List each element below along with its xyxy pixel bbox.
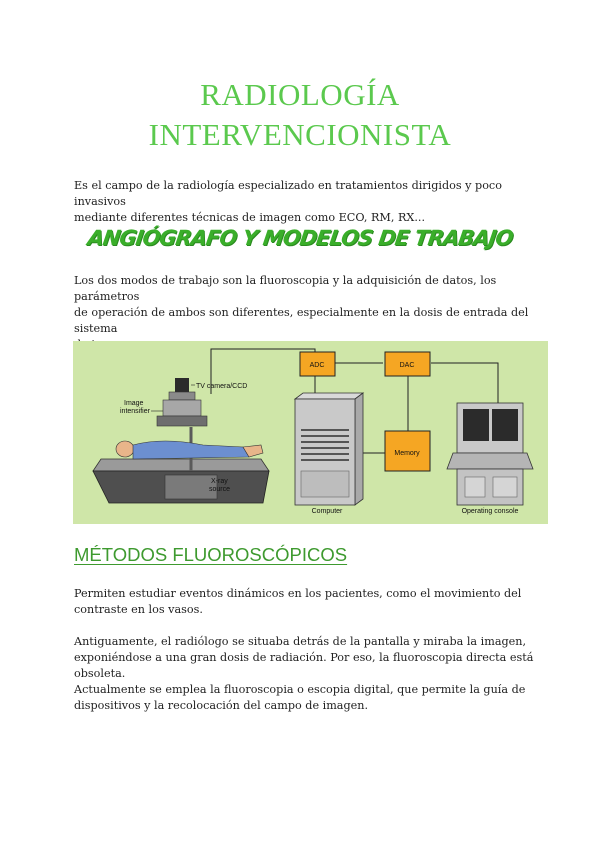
paragraph-line: Los dos modos de trabajo son la fluoroscopia y la adquisición de datos, los parámetros [74, 274, 497, 303]
section-heading-metodos: MÉTODOS FLUOROSCÓPICOS [74, 544, 348, 565]
paragraph-line: Actualmente se emplea la fluoroscopia o escopia digital, que permite la guía de [74, 683, 526, 696]
page-title-line1: RADIOLOGÍA [200, 77, 400, 112]
intro-paragraph [74, 178, 534, 226]
adc-label: ADC [309, 362, 325, 369]
memory-label: Memory [394, 450, 420, 457]
paragraph-line: de operación de ambos son diferentes, especialmente en la dosis de entrada del sistema [74, 306, 529, 335]
xray-label-2: source [209, 486, 231, 493]
section-heading-angiografo: ANGIÓGRAFO Y MODELOS DE TRABAJO [86, 226, 514, 250]
section2-paragraph-1 [74, 586, 534, 618]
paragraph-line: dispositivos y la recolocación del campo de imagen. [74, 699, 369, 712]
dac-label: DAC [399, 362, 415, 369]
angiograph-diagram [73, 341, 548, 524]
computer-cabinet [295, 393, 363, 505]
paragraph-line: exponiéndose a una gran dosis de radiación. Por eso, la fluoroscopia directa está [74, 651, 534, 664]
intro-line: Es el campo de la radiología especializado en tratamientos dirigidos y poco invasivos [74, 179, 502, 208]
intro-line: mediante diferentes técnicas de imagen como ECO, RM, RX... [74, 211, 426, 224]
paragraph-line: obsoleta. [74, 667, 126, 680]
paragraph-line: contraste en los vasos. [74, 603, 203, 616]
paragraph-line: Antiguamente, el radiólogo se situaba detrás de la pantalla y miraba la imagen, [74, 635, 527, 648]
page-title-line2: INTERVENCIONISTA [148, 117, 452, 152]
computer-label: Computer [311, 508, 343, 515]
image-intensifier-label-2: intensifier [120, 408, 150, 415]
console-label: Operating console [461, 508, 519, 515]
operating-console [447, 403, 533, 505]
paragraph-line: Permiten estudiar eventos dinámicos en los pacientes, como el movimiento del [74, 587, 522, 600]
image-intensifier-label-1: Image [124, 400, 144, 407]
xray-label-1: X-ray [211, 478, 228, 485]
section2-paragraph-2 [74, 634, 534, 714]
tv-camera-label: TV camera/CCD [196, 383, 248, 390]
